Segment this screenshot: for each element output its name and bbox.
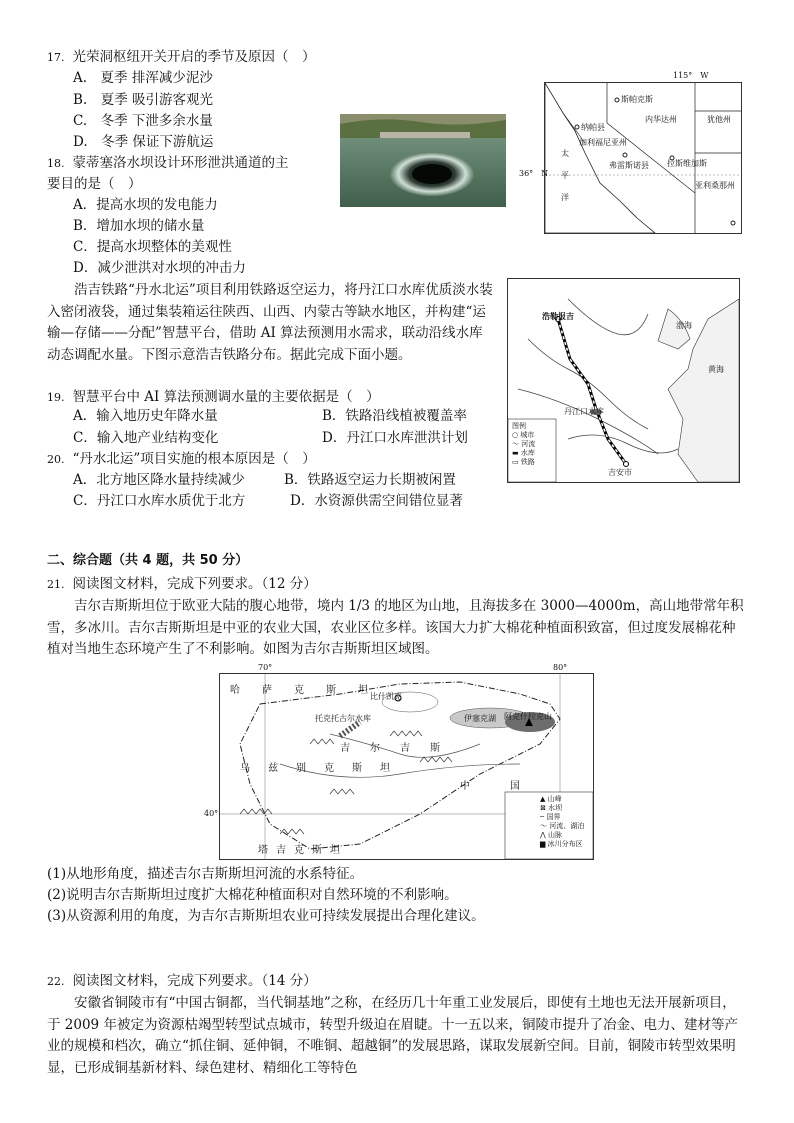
q18-option-b: B．增加水坝的储水量 xyxy=(73,218,205,234)
label-kazakhstan: 哈萨克斯坦 xyxy=(230,685,390,696)
place-napa: 纳帕县 xyxy=(581,123,605,132)
kg-lon80: 80° xyxy=(553,663,568,672)
q21-subq-3: (3)从资源利用的角度，为吉尔吉斯斯坦农业可持续发展提出合理化建议。 xyxy=(47,908,485,924)
label-toktogul: 托克托古尔水库 xyxy=(315,714,371,723)
map-haoji-railway xyxy=(507,278,740,483)
kg-lat40: 40° xyxy=(204,809,219,818)
spillway-photo xyxy=(340,114,506,207)
place-nevada: 内华达州 xyxy=(645,115,677,124)
q20-option-b: B．铁路返空运力长期被闲置 xyxy=(284,472,456,488)
place-arizona: 亚利桑那州 xyxy=(695,181,735,190)
label-bohai: 渤海 xyxy=(676,321,692,330)
q19-stem: 19. 智慧平台中 AI 算法预测调水量的主要依据是（ ） xyxy=(47,389,380,405)
q22-material: 安徽省铜陵市有“中国古铜都，当代铜基地”之称，在经历几十年重工业发展后，即使有土地也无法开展新项目，于 2009 年被定为资源枯竭型转型试点城市，转型升级迫在眉睫。十一五以来，铜陵市提升了冶金、电力、建材等产业的规模和档次，确立“抓住铜、延伸铜，不唯铜、超越铜”的发展思路，谋取发展新空间。目前，铜陵市转型效果明显，已形成铜基新材料、绿色建材、精细化工等特色 xyxy=(47,995,738,1076)
q19-option-c: C．输入地产业结构变化 xyxy=(73,430,219,446)
railmap-legend: 图例 ○ 城市 ～ 河流 ▬ 水库 ▭ 铁路 xyxy=(512,422,536,466)
map-ca-longitude: 115° W xyxy=(673,71,709,80)
q19-option-d: D．丹江口水库泄洪计划 xyxy=(322,430,468,446)
kgmap-legend: ▲ 山峰 ⊠ 水坝 ╌ 国界 ～ 河流、湖泊 ⋀ 山脉 ▆ 冰川分布区 xyxy=(540,795,585,848)
q21-material: 吉尔吉斯斯坦位于欧亚大陆的腹心地带，境内 1/3 的地区为山地，且海拔多在 3000—4000m，高山地带常年积雪，多冰川。吉尔吉斯斯坦是中亚的农业大国，农业区位多样。该国大力扩大棉花种植面积致富，但过度发展棉花种植对当地生态环境产生了不利影响。如图为吉尔吉斯斯坦区域图。 xyxy=(47,598,744,657)
q20-option-a: A．北方地区降水量持续减少 xyxy=(73,472,245,488)
place-sparks: 斯帕克斯 xyxy=(621,95,653,104)
place-california: 加利福尼亚州 xyxy=(579,138,627,147)
label-danjiangkou: 丹江口水库 xyxy=(564,407,604,416)
label-yellow-sea: 黄海 xyxy=(708,365,724,374)
map-kyrgyzstan xyxy=(204,663,594,860)
q18-stem-line1: 18. 蒙蒂塞洛水坝设计环形泄洪通道的主 xyxy=(47,155,289,171)
label-issyk-kul: 伊塞克湖 xyxy=(464,714,496,723)
q17-option-a: A. 夏季 排浑减少泥沙 xyxy=(73,70,213,86)
q20-option-d: D．水资源供需空间错位显著 xyxy=(290,493,463,509)
q22-stem: 22. 阅读图文材料，完成下列要求。（14 分） xyxy=(47,973,317,989)
q18-option-c: C．提高水坝整体的美观性 xyxy=(73,239,232,255)
q18-option-d: D．减少泄洪对水坝的冲击力 xyxy=(73,260,246,276)
map-ca-latitude: 36° N xyxy=(519,169,549,178)
label-kyrgyzstan: 吉尔吉斯 xyxy=(340,743,460,754)
label-tajikistan: 塔吉克斯坦 xyxy=(258,845,348,856)
map-california: 115° W 36° N 太 平 洋 斯帕克斯 纳帕县 加利福尼亚州 内华达州 犹他州 弗雷斯诺县 拉斯维加斯 亚利桑那州 xyxy=(544,82,742,234)
intro-haoji-railway: 浩吉铁路“丹水北运”项目利用铁路返空运力，将丹江口水库优质淡水装入密闭液袋，通过集装箱运往陕西、山西、内蒙古等缺水地区，并构建“运输—存储——分配”智慧平台，借助 AI 算法预测用水需求，联动沿线水库动态调配水量。下图示意浩吉铁路分布。据此完成下面小题。 xyxy=(47,282,493,363)
q21-subq-1: (1)从地形角度，描述吉尔吉斯斯坦河流的水系特征。 xyxy=(47,866,364,882)
kg-lon70: 70° xyxy=(258,663,273,672)
q17-stem: 17. 光荣洞枢纽开关开启的季节及原因（ ） xyxy=(47,49,316,65)
q20-option-c: C．丹江口水库水质优于北方 xyxy=(73,493,246,509)
label-uzbekistan: 乌兹别克斯坦 xyxy=(240,763,408,774)
place-fresno: 弗雷斯诺县 xyxy=(609,161,649,170)
label-bishkek: 比什凯克 xyxy=(370,692,402,701)
q19-option-a: A．输入地历史年降水量 xyxy=(73,408,218,424)
q21-subq-2: (2)说明吉尔吉斯斯坦过度扩大棉花种植面积对自然环境的不利影响。 xyxy=(47,887,458,903)
q17-option-c: C. 冬季 下泄多余水量 xyxy=(73,113,213,129)
q17-option-b: B. 夏季 吸引游客观光 xyxy=(73,92,214,108)
q19-option-b: B．铁路沿线植被覆盖率 xyxy=(322,408,467,424)
section-2-heading: 二、综合题（共 4 题，共 50 分） xyxy=(47,553,249,568)
q18-stem-line2: 要目的是（ ） xyxy=(47,176,142,192)
q21-stem: 21. 阅读图文材料，完成下列要求。（12 分） xyxy=(47,576,317,592)
place-las-vegas: 拉斯维加斯 xyxy=(667,159,707,168)
place-jian: 吉安市 xyxy=(608,468,632,477)
q18-option-a: A．提高水坝的发电能力 xyxy=(73,197,218,213)
label-china: 中国 xyxy=(460,781,560,792)
label-akshiyrak: 阿克什拉克山 xyxy=(504,712,552,721)
place-haolebaoji: 浩勒报吉 xyxy=(542,311,574,321)
place-utah: 犹他州 xyxy=(707,115,731,124)
q17-option-d: D. 冬季 保证下游航运 xyxy=(73,134,214,150)
q20-stem: 20. “丹水北运”项目实施的根本原因是（ ） xyxy=(47,451,316,467)
